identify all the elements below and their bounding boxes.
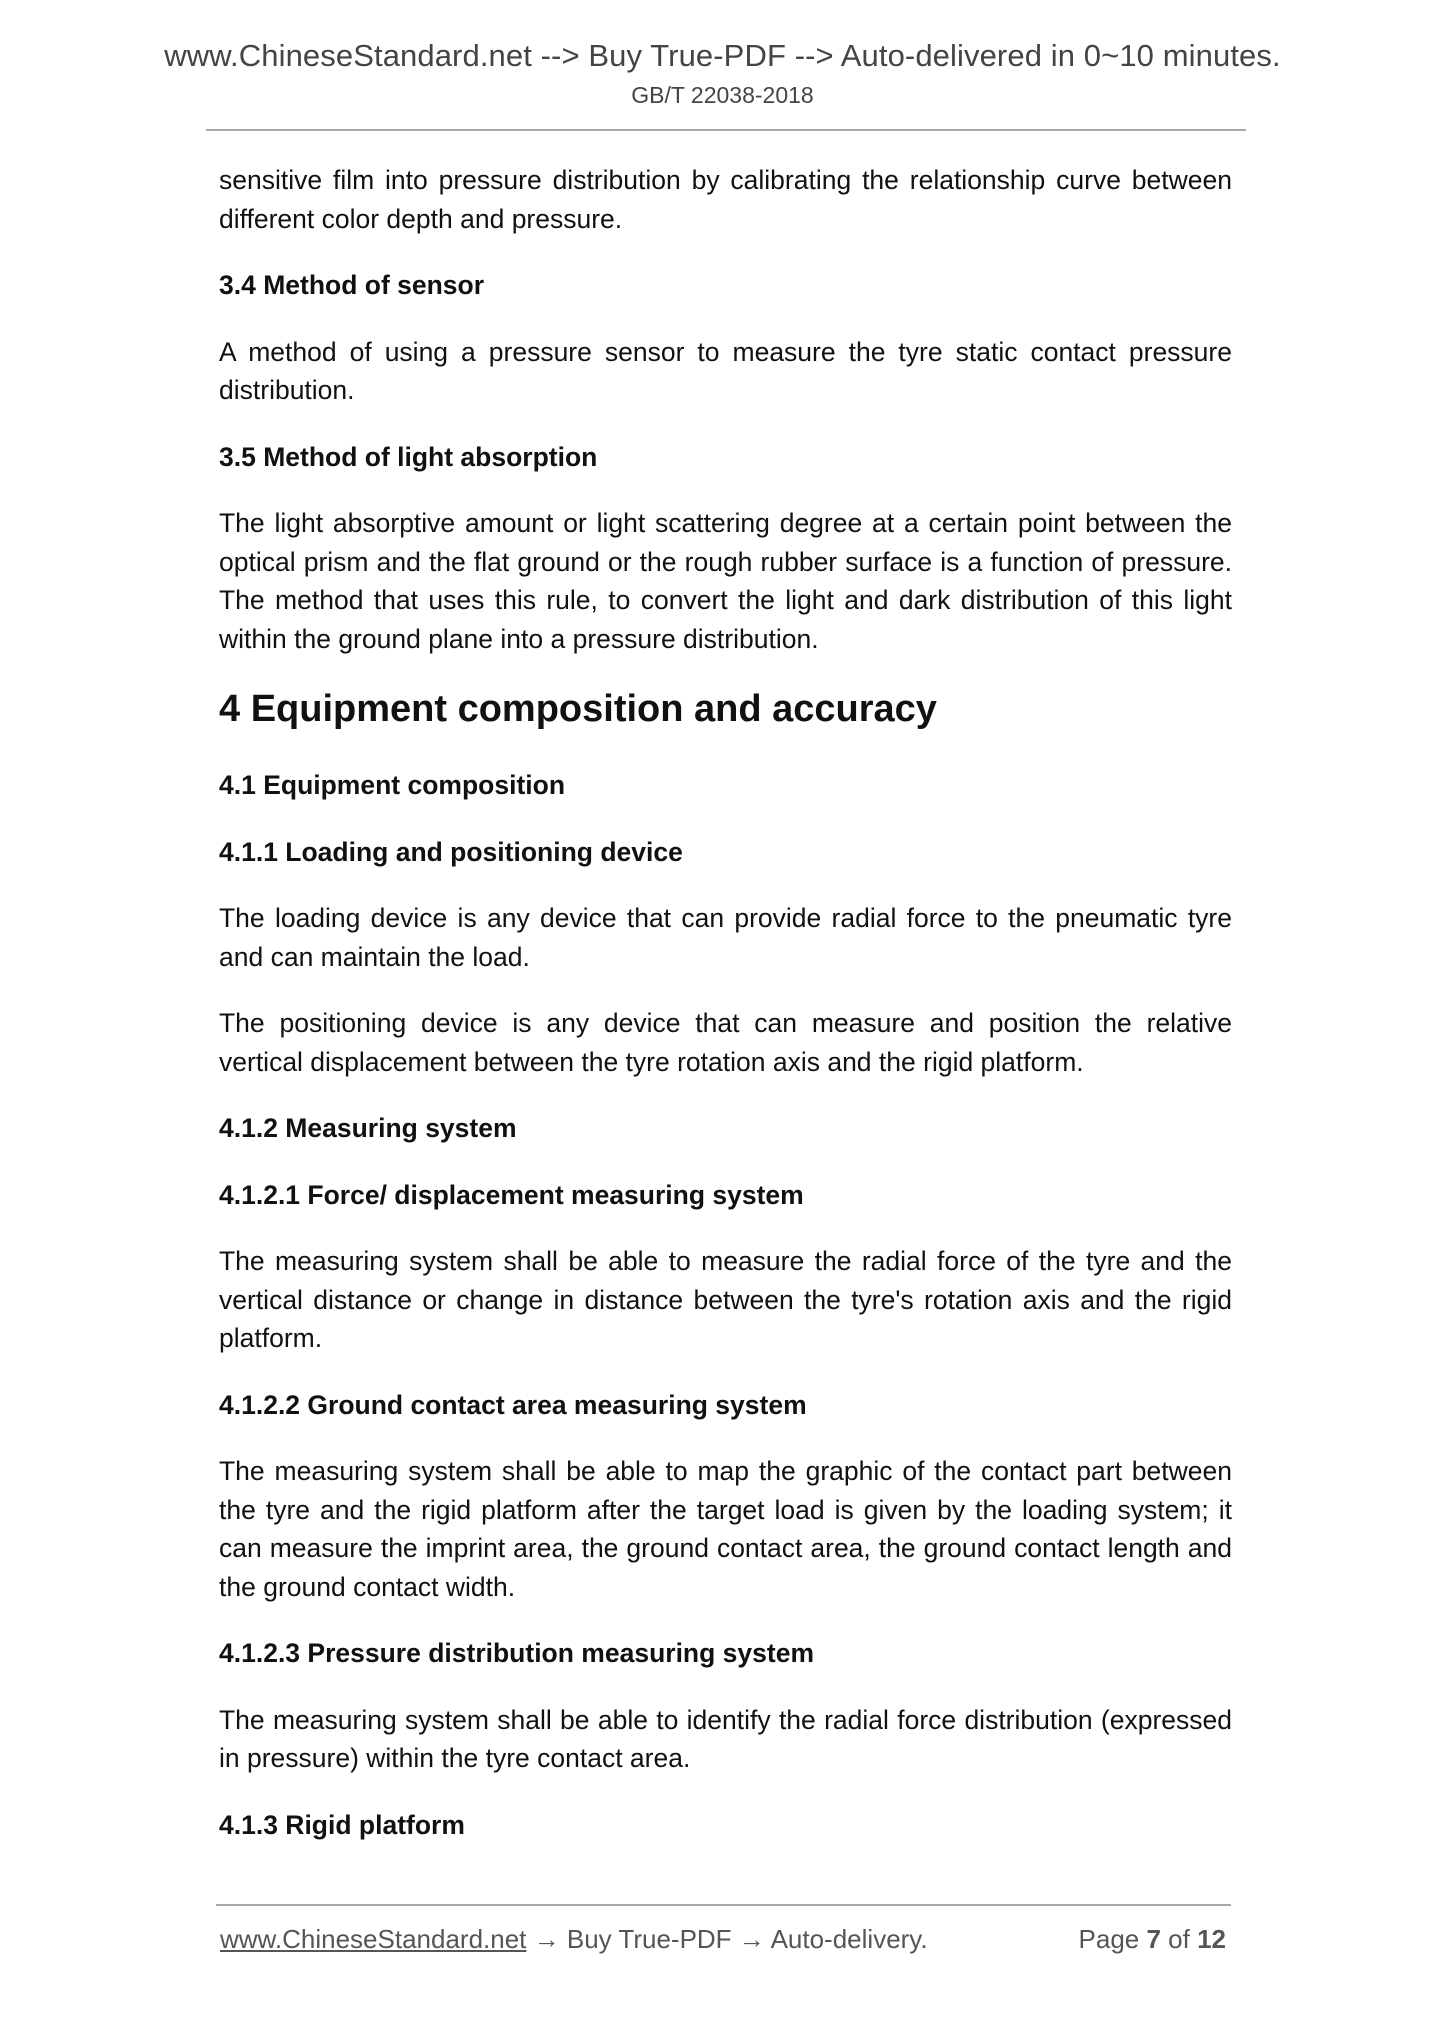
heading-3-4: 3.4 Method of sensor [219, 270, 485, 300]
header-divider [206, 129, 1246, 131]
heading-4-1-2-3: 4.1.2.3 Pressure distribution measuring system [219, 1638, 815, 1668]
paragraph-4-1-1-loading: The loading device is any device that can provide radial force to the pneumatic tyre and can maintain the load. [219, 903, 1232, 972]
heading-4-1: 4.1 Equipment composition [219, 770, 566, 800]
paragraph-4-1-2-2: The measuring system shall be able to map the graphic of the contact part between the tyre and the rigid platform after the target load is given by the loading system; it can measure the imprint area, the ground contact area, the ground contact length and the ground contact width. [219, 1456, 1232, 1602]
page-number: 7 [1146, 1924, 1161, 1954]
heading-4-1-2-1: 4.1.2.1 Force/ displacement measuring system [219, 1179, 804, 1210]
paragraph-4-1-2-1: The measuring system shall be able to measure the radial force of the tyre and the vertical distance or change in distance between the tyre's rotation axis and the rigid platform. [219, 1246, 1232, 1353]
heading-4-1-3: 4.1.3 Rigid platform [219, 1809, 465, 1840]
header-title: www.ChineseStandard.net --> Buy True-PDF --> Auto-delivered in 0~10 minutes. [164, 38, 1281, 73]
paragraph-4-1-1-positioning: The positioning device is any device that can measure and position the relative vertical displacement between the tyre rotation axis and the rigid platform. [219, 1008, 1232, 1077]
heading-4-1-2-2: 4.1.2.2 Ground contact area measuring system [219, 1389, 807, 1420]
document-code: GB/T 22038-2018 [631, 82, 814, 108]
heading-3-5: 3.5 Method of light absorption [219, 441, 598, 472]
footer-divider [216, 1904, 1231, 1906]
paragraph-4-1-2-3: The measuring system shall be able to identify the radial force distribution (expressed in pressure) within the tyre contact area. [219, 1704, 1232, 1773]
heading-4: 4 Equipment composition and accuracy [219, 688, 937, 730]
footer-tagline: → Buy True-PDF → Auto-delivery. [526, 1924, 928, 1954]
page-total: 12 [1197, 1924, 1226, 1954]
page-label: Page [1078, 1924, 1147, 1954]
footer-left [220, 1924, 928, 1955]
page-of-label: of [1160, 1924, 1198, 1954]
footer-site-link[interactable]: www.ChineseStandard.net [220, 1924, 527, 1954]
heading-4-1-1: 4.1.1 Loading and positioning device [219, 836, 683, 867]
paragraph-intro: sensitive film into pressure distribution by calibrating the relationship curve between different color depth and pressure. [219, 165, 1232, 234]
page-indicator [1079, 1924, 1226, 1955]
page-content [219, 161, 1232, 1872]
paragraph-3-4: A method of using a pressure sensor to measure the tyre static contact pressure distribution. [219, 336, 1232, 405]
heading-4-1-2: 4.1.2 Measuring system [219, 1113, 517, 1143]
paragraph-3-5: The light absorptive amount or light scattering degree at a certain point between the optical prism and the flat ground or the rough rubber surface is a function of pressure. The method that uses this rule, to convert the light and dark distribution of this light within the ground plane into a pressure distribution. [219, 508, 1232, 654]
